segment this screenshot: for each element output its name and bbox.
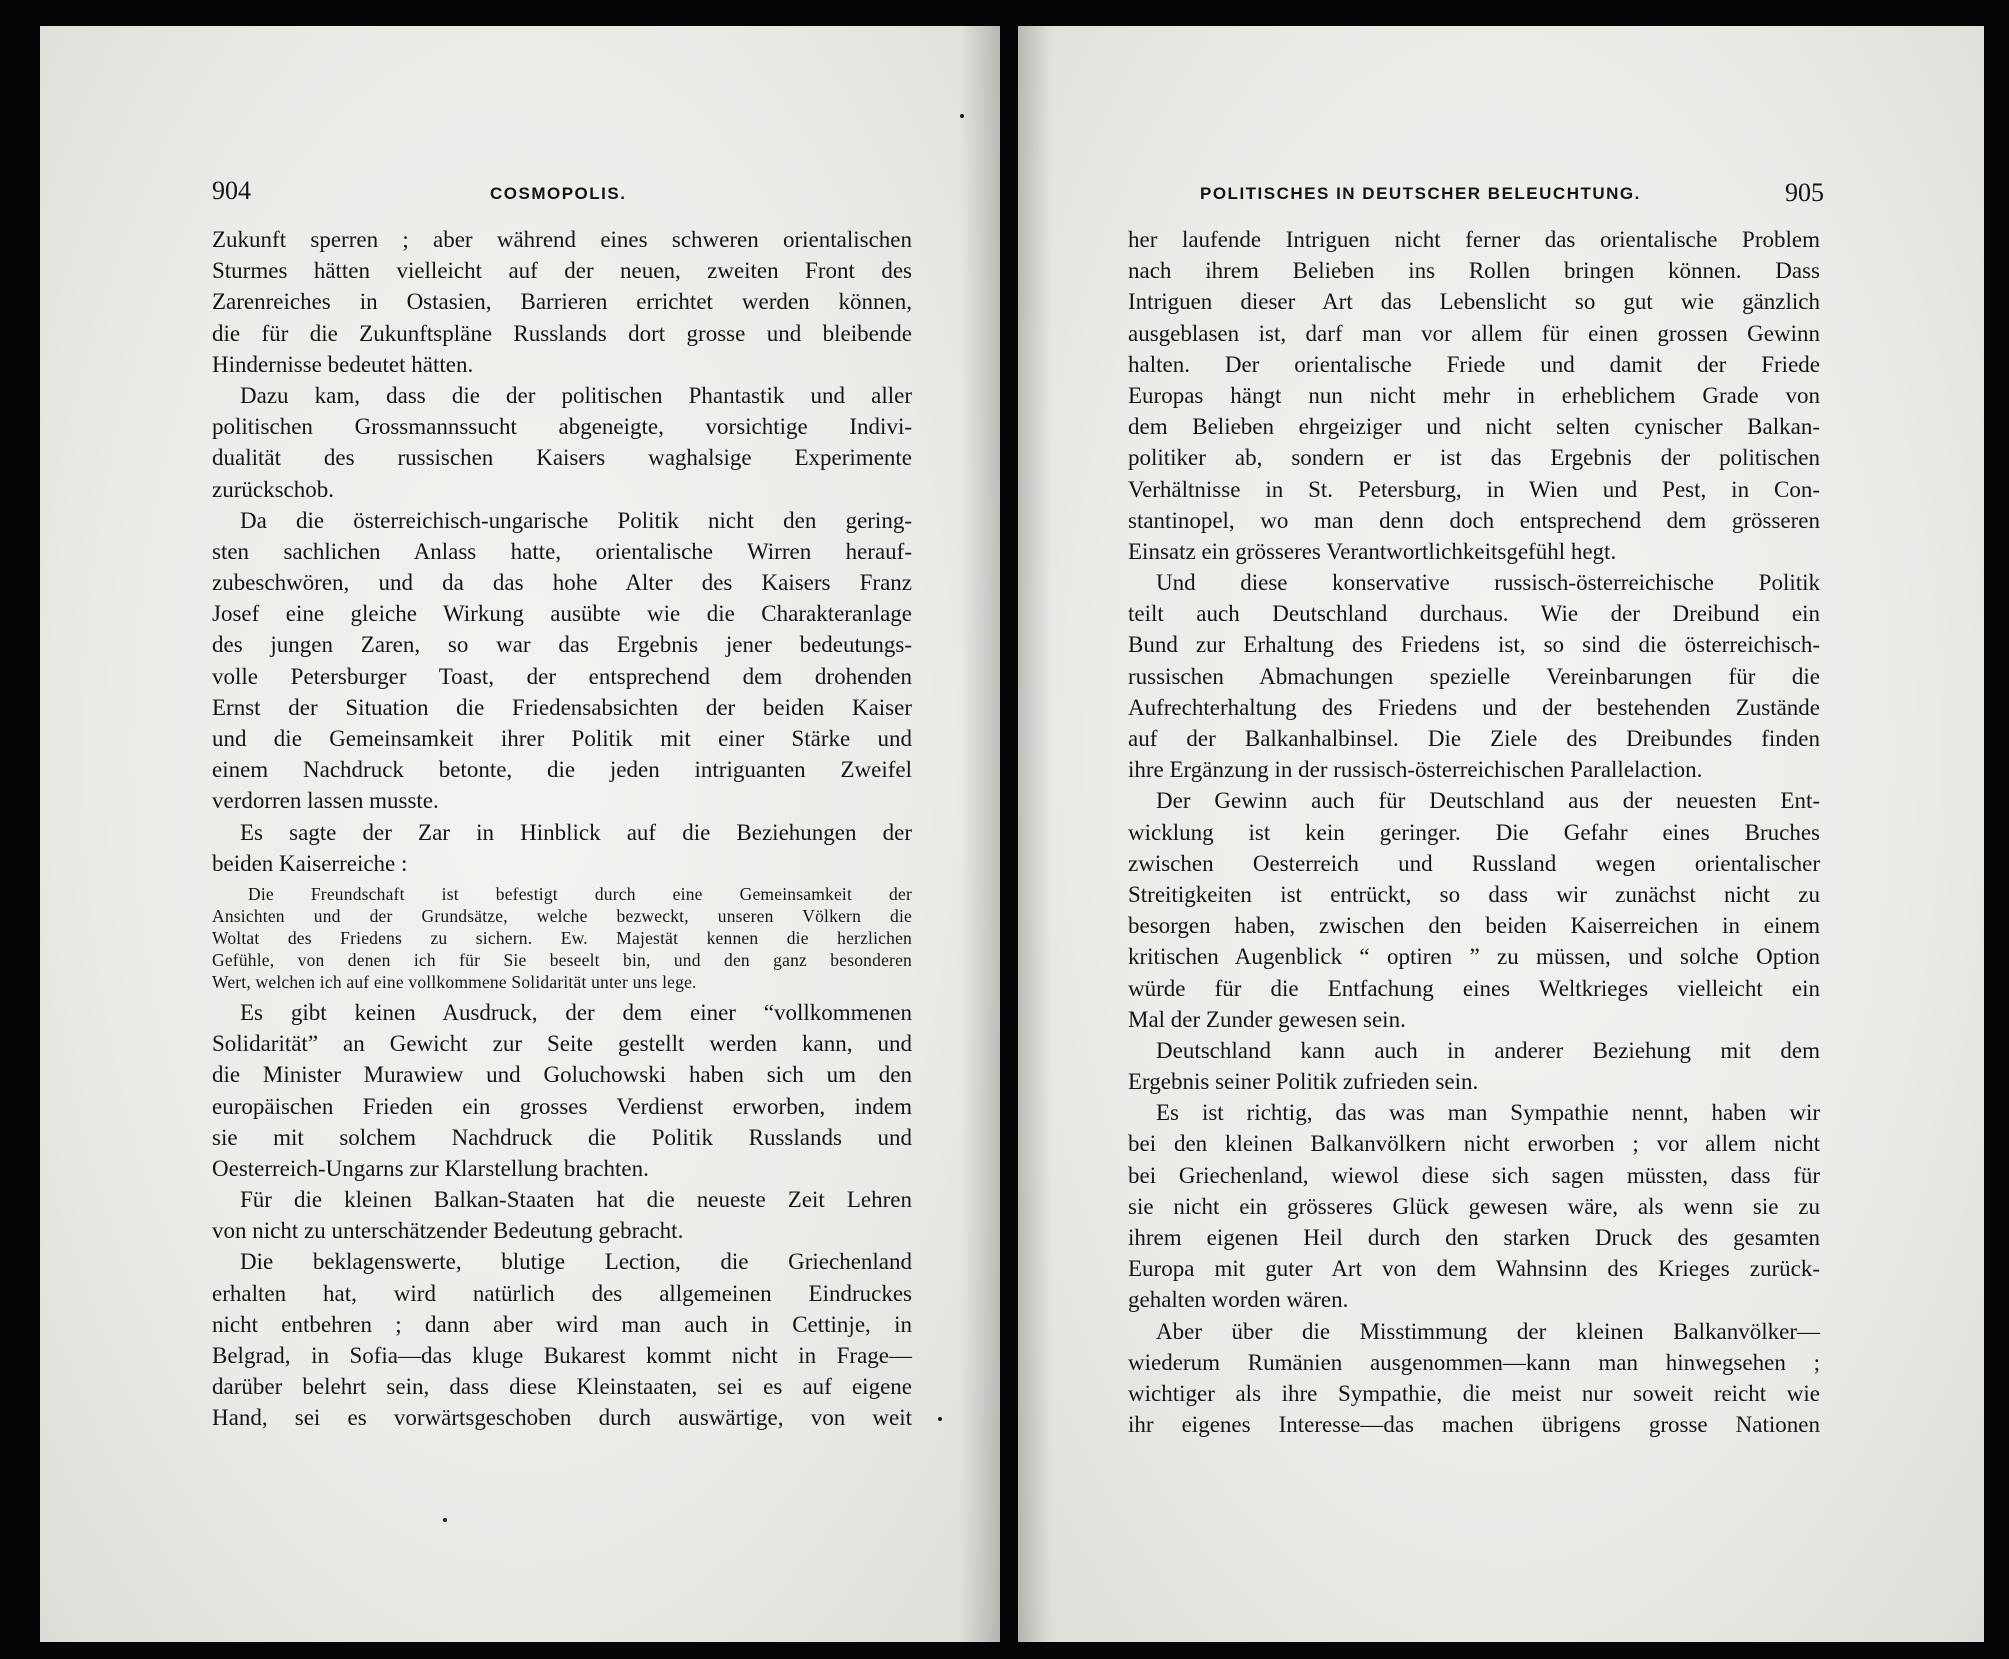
text-line: Für die kleinen Balkan-Staaten hat die neueste Zeit Lehren xyxy=(240,1187,912,1213)
text-line: Die beklagenswerte, blutige Lection, die Griechenland xyxy=(240,1249,912,1275)
text-line: Ergebnis seiner Politik zufrieden sein. xyxy=(1128,1069,1479,1095)
text-line: ausgeblasen ist, darf man vor allem für einen grossen Gewinn xyxy=(1128,320,1820,346)
text-line: Intriguen dieser Art das Lebenslicht so gut wie gänzlich xyxy=(1128,289,1820,315)
text-line: halten. Der orientalische Friede und damit der Friede xyxy=(1128,351,1820,377)
page-number: 904 xyxy=(212,176,251,205)
text-line: gehalten worden wären. xyxy=(1128,1287,1349,1313)
text-line: nicht entbehren ; dann aber wird man auch in Cettinje, in xyxy=(212,1311,912,1337)
text-line: Es ist richtig, das was man Sympathie nennt, haben wir xyxy=(1156,1100,1820,1126)
text-line: sie nicht ein grösseres Glück gewesen wäre, als wenn sie zu xyxy=(1128,1193,1820,1219)
text-line: russischen Abmachungen spezielle Vereinbarungen für die xyxy=(1128,663,1820,689)
text-line: wichtiger als ihre Sympathie, die meist nur soweit reicht wie xyxy=(1128,1380,1820,1406)
text-line: Bund zur Erhaltung des Friedens ist, so sind die österreichisch- xyxy=(1128,632,1820,658)
right-page xyxy=(1018,26,1984,1642)
text-line: kritischen Augenblick “ optiren ” zu müssen, und solche Option xyxy=(1128,944,1820,970)
text-line: Und diese konservative russisch-österreichische Politik xyxy=(1156,570,1820,596)
text-line: politiker ab, sondern er ist das Ergebnis der politischen xyxy=(1128,445,1820,471)
text-line: Ernst der Situation die Friedensabsichten der beiden Kaiser xyxy=(212,694,912,720)
text-line: europäischen Frieden ein grosses Verdienst erworben, indem xyxy=(212,1093,912,1119)
text-line: Deutschland kann auch in anderer Beziehung mit dem xyxy=(1156,1037,1820,1063)
text-line: dualität des russischen Kaisers waghalsige Experimente xyxy=(212,445,912,471)
gutter-shadow xyxy=(1018,26,1052,1642)
text-line: Mal der Zunder gewesen sein. xyxy=(1128,1006,1406,1032)
page-number: 905 xyxy=(1785,178,1824,207)
text-line: Belgrad, in Sofia—das kluge Bukarest kommt nicht in Frage— xyxy=(212,1343,912,1368)
text-line: Zukunft sperren ; aber während eines schweren orientalischen xyxy=(212,227,912,252)
print-speck xyxy=(443,1518,447,1522)
text-line: Dazu kam, dass die der politischen Phantastik und aller xyxy=(240,382,912,408)
text-line: Gefühle, von denen ich für Sie beseelt bin, und den ganz besonderen xyxy=(212,949,912,970)
text-line: zurückschob. xyxy=(212,476,334,502)
text-line: würde für die Entfachung eines Weltkrieges vielleicht ein xyxy=(1128,975,1820,1001)
running-head: COSMOPOLIS. xyxy=(490,184,627,203)
text-line: Aber über die Misstimmung der kleinen Balkanvölker— xyxy=(1156,1318,1820,1344)
text-line: dem Belieben ehrgeiziger und nicht selten cynischer Balkan- xyxy=(1128,414,1820,440)
left-page-text xyxy=(212,224,912,1434)
text-line: Europa mit guter Art von dem Wahnsinn des Krieges zurück- xyxy=(1128,1256,1820,1282)
text-line: politischen Grossmannssucht abgeneigte, vorsichtige Indivi- xyxy=(212,414,912,440)
text-line: des jungen Zaren, so war das Ergebnis jener bedeutungs- xyxy=(212,632,912,658)
text-line: darüber belehrt sein, dass diese Kleinstaaten, sei es auf eigene xyxy=(212,1374,912,1400)
text-line: Es gibt keinen Ausdruck, der dem einer “vollkommenen xyxy=(240,999,912,1025)
text-line: Zarenreiches in Ostasien, Barrieren errichtet werden können, xyxy=(212,289,912,315)
text-line: ihrem eigenen Heil durch den starken Druck des gesamten xyxy=(1128,1225,1820,1250)
text-line: Verhältnisse in St. Petersburg, in Wien und Pest, in Con- xyxy=(1128,476,1820,502)
text-line: teilt auch Deutschland durchaus. Wie der Dreibund ein xyxy=(1128,601,1820,627)
text-line: Der Gewinn auch für Deutschland aus der neuesten Ent- xyxy=(1156,788,1820,814)
text-line: stantinopel, wo man denn doch entsprechend dem grösseren xyxy=(1128,507,1820,533)
gutter-shadow xyxy=(960,26,1000,1642)
text-line: Hindernisse bedeutet hätten. xyxy=(212,351,474,377)
text-line: Woltat des Friedens zu sichern. Ew. Majestät kennen die herzlichen xyxy=(212,927,912,948)
right-page-text xyxy=(1128,224,1820,1440)
text-line: Einsatz ein grösseres Verantwortlichkeitsgefühl hegt. xyxy=(1128,538,1617,564)
text-line: wiederum Rumänien ausgenommen—kann man hinwegsehen ; xyxy=(1128,1349,1820,1375)
text-line: Europas hängt nun nicht mehr in erheblichem Grade von xyxy=(1128,382,1820,408)
text-line: Ansichten und der Grundsätze, welche bezweckt, unseren Völkern die xyxy=(212,905,912,926)
text-line: Die Freundschaft ist befestigt durch eine Gemeinsamkeit der xyxy=(248,883,912,904)
text-line: Josef eine gleiche Wirkung ausübte wie die Charakteranlage xyxy=(212,601,912,627)
text-line: Da die österreichisch-ungarische Politik nicht den gering- xyxy=(240,507,912,533)
text-line: Oesterreich-Ungarns zur Klarstellung brachten. xyxy=(212,1155,649,1181)
text-line: Wert, welchen ich auf eine vollkommene Solidarität unter uns lege. xyxy=(212,971,697,992)
running-head: POLITISCHES IN DEUTSCHER BELEUCHTUNG. xyxy=(1200,184,1641,203)
text-line: zwischen Oesterreich und Russland wegen orientalischer xyxy=(1128,850,1820,876)
text-line: nach ihrem Belieben ins Rollen bringen können. Dass xyxy=(1128,258,1820,284)
text-line: sten sachlichen Anlass hatte, orientalische Wirren herauf- xyxy=(212,538,912,564)
text-line: Streitigkeiten ist entrückt, so dass wir zunächst nicht zu xyxy=(1128,881,1820,907)
text-line: ihr eigenes Interesse—das machen übrigens grosse Nationen xyxy=(1128,1412,1820,1438)
text-line: Solidarität” an Gewicht zur Seite gestellt werden kann, und xyxy=(212,1031,912,1057)
text-line: Es sagte der Zar in Hinblick auf die Beziehungen der xyxy=(240,819,912,845)
text-line: verdorren lassen musste. xyxy=(212,788,439,814)
text-line: volle Petersburger Toast, der entsprechend dem drohenden xyxy=(212,663,912,689)
print-speck xyxy=(960,114,964,118)
text-line: auf der Balkanhalbinsel. Die Ziele des Dreibundes finden xyxy=(1128,726,1820,751)
text-line: von nicht zu unterschätzender Bedeutung gebracht. xyxy=(212,1218,684,1244)
text-line: bei den kleinen Balkanvölkern nicht erworben ; vor allem nicht xyxy=(1128,1131,1820,1157)
block-quote xyxy=(212,883,912,993)
left-page xyxy=(40,26,1000,1642)
text-line: Sturmes hätten vielleicht auf der neuen, zweiten Front des xyxy=(212,258,912,284)
text-line: her laufende Intriguen nicht ferner das orientalische Problem xyxy=(1128,227,1820,252)
text-line: erhalten hat, wird natürlich des allgemeinen Eindruckes xyxy=(212,1280,912,1306)
text-line: zubeschwören, und da das hohe Alter des Kaisers Franz xyxy=(212,570,912,596)
print-speck xyxy=(938,1417,942,1421)
text-line: Aufrechterhaltung des Friedens und der bestehenden Zustände xyxy=(1128,694,1820,720)
text-line: Hand, sei es vorwärtsgeschoben durch auswärtige, von weit xyxy=(212,1405,912,1431)
text-line: bei Griechenland, wiewol diese sich sagen müssten, dass für xyxy=(1128,1162,1820,1188)
text-line: die für die Zukunftspläne Russlands dort grosse und bleibende xyxy=(212,320,912,346)
text-line: die Minister Murawiew und Goluchowski haben sich um den xyxy=(212,1062,912,1088)
text-line: wicklung ist kein geringer. Die Gefahr eines Bruches xyxy=(1128,819,1820,845)
text-line: beiden Kaiserreiche : xyxy=(212,850,408,876)
text-line: ihre Ergänzung in der russisch-österreichischen Parallelaction. xyxy=(1128,757,1703,783)
text-line: besorgen haben, zwischen den beiden Kaiserreichen in einem xyxy=(1128,913,1820,939)
text-line: sie mit solchem Nachdruck die Politik Russlands und xyxy=(212,1124,912,1150)
text-line: einem Nachdruck betonte, die jeden intriguanten Zweifel xyxy=(212,757,912,783)
text-line: und die Gemeinsamkeit ihrer Politik mit einer Stärke und xyxy=(212,726,912,751)
